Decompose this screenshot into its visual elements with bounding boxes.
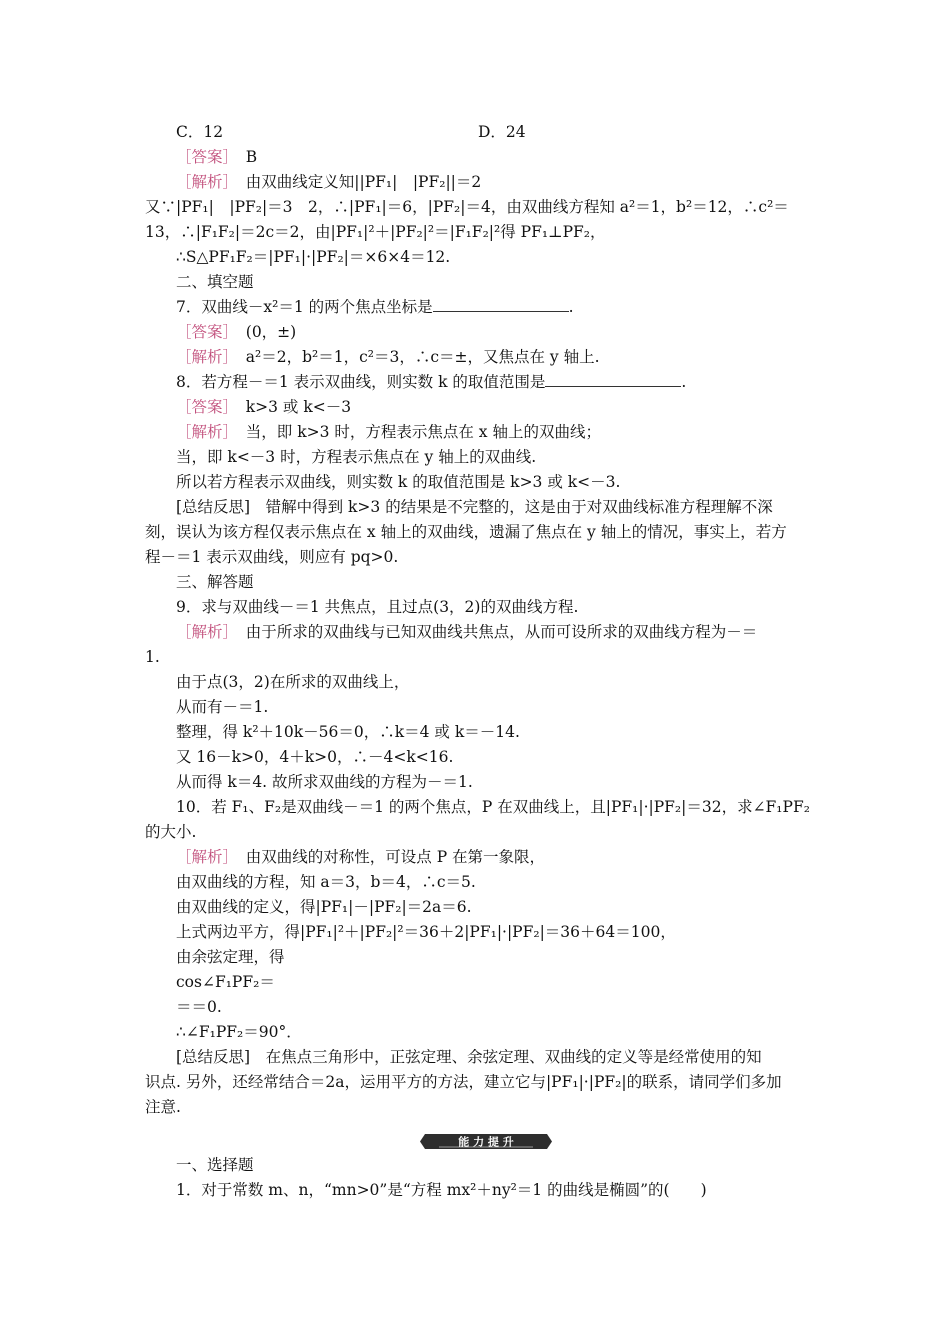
text-line <box>176 897 472 917</box>
text-line <box>176 797 810 817</box>
text-line <box>176 997 222 1017</box>
line-text: 又∵|PF₁| |PF₂|＝3 2，∴|PF₁|＝6，|PF₂|＝4，由双曲线方程知 a²＝1，b²＝12，∴c²＝ <box>145 198 789 216</box>
line-text: 13，∴|F₁F₂|＝2c＝2，由|PF₁|²＋|PF₂|²＝|F₁F₂|²得 PF₁⊥PF₂， <box>145 223 606 241</box>
text-line <box>176 1155 254 1175</box>
line-text: 10．若 F₁、F₂是双曲线－＝1 的两个焦点，P 在双曲线上，且|PF₁|·|PF₂|＝32，求∠F₁PF₂ <box>176 798 810 816</box>
section-banner <box>419 1133 553 1150</box>
line-text: 三、解答题 <box>176 573 254 591</box>
line-text: 由于点(3，2)在所求的双曲线上， <box>176 673 410 691</box>
text-line <box>176 322 296 342</box>
line-text: 8．若方程－＝1 表示双曲线，则实数 k 的取值范围是 <box>176 373 546 391</box>
text-line <box>176 747 453 767</box>
line-text: 由双曲线定义知||PF₁| |PF₂||＝2 <box>230 173 482 191</box>
text-line <box>145 222 606 242</box>
line-text: 所以若方程表示双曲线，则实数 k 的取值范围是 k>3 或 k<－3. <box>176 473 621 491</box>
text-line <box>176 722 520 742</box>
text-line <box>176 272 254 292</box>
text-line <box>145 197 789 217</box>
text-line <box>145 822 196 842</box>
answer-tag: ［解析］ <box>176 348 231 366</box>
line-text: 从而有－＝1. <box>176 698 269 716</box>
line-text: ＝＝0. <box>176 998 222 1016</box>
line-text: 由余弦定理，得 <box>176 948 285 966</box>
text-line <box>176 397 351 417</box>
line-text: 从而得 k＝4. 故所求双曲线的方程为－＝1. <box>176 773 473 791</box>
line-text: a²＝2，b²＝1，c²＝3，∴c＝±，又焦点在 y 轴上. <box>230 348 600 366</box>
answer-tag: ［解析］ <box>176 623 231 641</box>
text-line <box>145 1072 782 1092</box>
line-text: 刻，误认为该方程仅表示焦点在 x 轴上的双曲线，遗漏了焦点在 y 轴上的情况，事实上，若方 <box>145 523 787 541</box>
line-suffix: . <box>568 298 574 316</box>
line-text: 一、选择题 <box>176 1156 254 1174</box>
line-text: 1. <box>145 648 160 666</box>
line-text: 当，即 k>3 时，方程表示焦点在 x 轴上的双曲线； <box>230 423 601 441</box>
line-text: C．12 <box>176 123 224 141</box>
line-text: 注意. <box>145 1098 181 1116</box>
line-text: 程－＝1 表示双曲线，则应有 pq>0. <box>145 548 399 566</box>
text-line <box>176 422 601 442</box>
line-text: ∴S△PF₁F₂＝|PF₁|·|PF₂|＝×6×4＝12. <box>176 248 451 266</box>
text-line <box>145 1097 181 1117</box>
text-line <box>176 772 473 792</box>
text-line <box>176 347 600 367</box>
text-line <box>176 572 254 592</box>
text-line <box>176 1022 302 1042</box>
line-text: 由双曲线的定义，得|PF₁|－|PF₂|＝2a＝6. <box>176 898 472 916</box>
text-line <box>176 497 773 517</box>
line-text: 整理，得 k²＋10k－56＝0，∴k＝4 或 k＝－14. <box>176 723 520 741</box>
text-line <box>176 122 223 142</box>
text-line <box>176 147 257 167</box>
text-line <box>145 547 398 567</box>
text-line <box>176 172 481 192</box>
line-text: 的大小. <box>145 823 197 841</box>
line-text: 1．对于常数 m、n，“mn>0”是“方程 mx²＋ny²＝1 的曲线是椭圆”的( ) <box>176 1181 707 1199</box>
text-line <box>176 922 676 942</box>
line-text: 由于所求的双曲线与已知双曲线共焦点，从而可设所求的双曲线方程为－＝ <box>230 623 758 641</box>
text-line <box>176 672 409 692</box>
line-text: cos∠F₁PF₂＝ <box>176 973 275 991</box>
text-line <box>176 472 620 492</box>
line-text: 又 16－k>0，4＋k>0，∴－4<k<16. <box>176 748 454 766</box>
text-line <box>176 947 285 967</box>
line-text: 当，即 k<－3 时，方程表示焦点在 y 轴上的双曲线. <box>176 448 537 466</box>
text-line <box>478 122 526 142</box>
answer-tag: ［解析］ <box>176 173 231 191</box>
line-text: 7．双曲线－x²＝1 的两个焦点坐标是 <box>176 298 433 316</box>
line-text: B <box>230 148 258 166</box>
banner-text: 能 力 提 升 <box>458 1135 514 1149</box>
text-line <box>176 247 450 267</box>
text-line <box>176 622 757 642</box>
text-line <box>176 847 545 867</box>
line-text: (0，±) <box>230 323 297 341</box>
line-text: 由双曲线的方程，知 a＝3，b＝4，∴c＝5. <box>176 873 476 891</box>
line-text: 上式两边平方，得|PF₁|²＋|PF₂|²＝36＋2|PF₁|·|PF₂|＝36＋64＝100， <box>176 923 676 941</box>
text-line <box>176 297 574 317</box>
text-line <box>145 647 160 667</box>
line-text: k>3 或 k<－3 <box>230 398 352 416</box>
answer-tag: ［答案］ <box>176 398 231 416</box>
text-line <box>145 522 787 542</box>
text-line <box>176 447 536 467</box>
line-text: D．24 <box>478 123 526 141</box>
answer-tag: ［解析］ <box>176 423 231 441</box>
line-text: 9．求与双曲线－＝1 共焦点，且过点(3，2)的双曲线方程. <box>176 598 579 616</box>
text-line <box>176 697 268 717</box>
text-line <box>176 372 686 392</box>
answer-tag: ［答案］ <box>176 148 231 166</box>
line-text: [总结反思] 错解中得到 k>3 的结果是不完整的，这是由于对双曲线标准方程理解不深 <box>176 498 773 516</box>
line-text: 由双曲线的对称性，可设点 P 在第一象限， <box>230 848 546 866</box>
line-text: 识点. 另外，还经常结合＝2a，运用平方的方法，建立它与|PF₁|·|PF₂|的联系，请同学们多加 <box>145 1073 782 1091</box>
answer-blank <box>545 372 681 387</box>
text-line <box>176 872 476 892</box>
line-text: 二、填空题 <box>176 273 254 291</box>
answer-tag: ［解析］ <box>176 848 231 866</box>
line-suffix: . <box>681 373 687 391</box>
text-line <box>176 597 578 617</box>
answer-blank <box>433 297 569 312</box>
line-text: [总结反思] 在焦点三角形中，正弦定理、余弦定理、双曲线的定义等是经常使用的知 <box>176 1048 762 1066</box>
text-line <box>176 1047 762 1067</box>
text-line <box>176 1180 707 1200</box>
text-line <box>176 972 275 992</box>
answer-tag: ［答案］ <box>176 323 231 341</box>
line-text: ∴∠F₁PF₂＝90°． <box>176 1023 302 1041</box>
